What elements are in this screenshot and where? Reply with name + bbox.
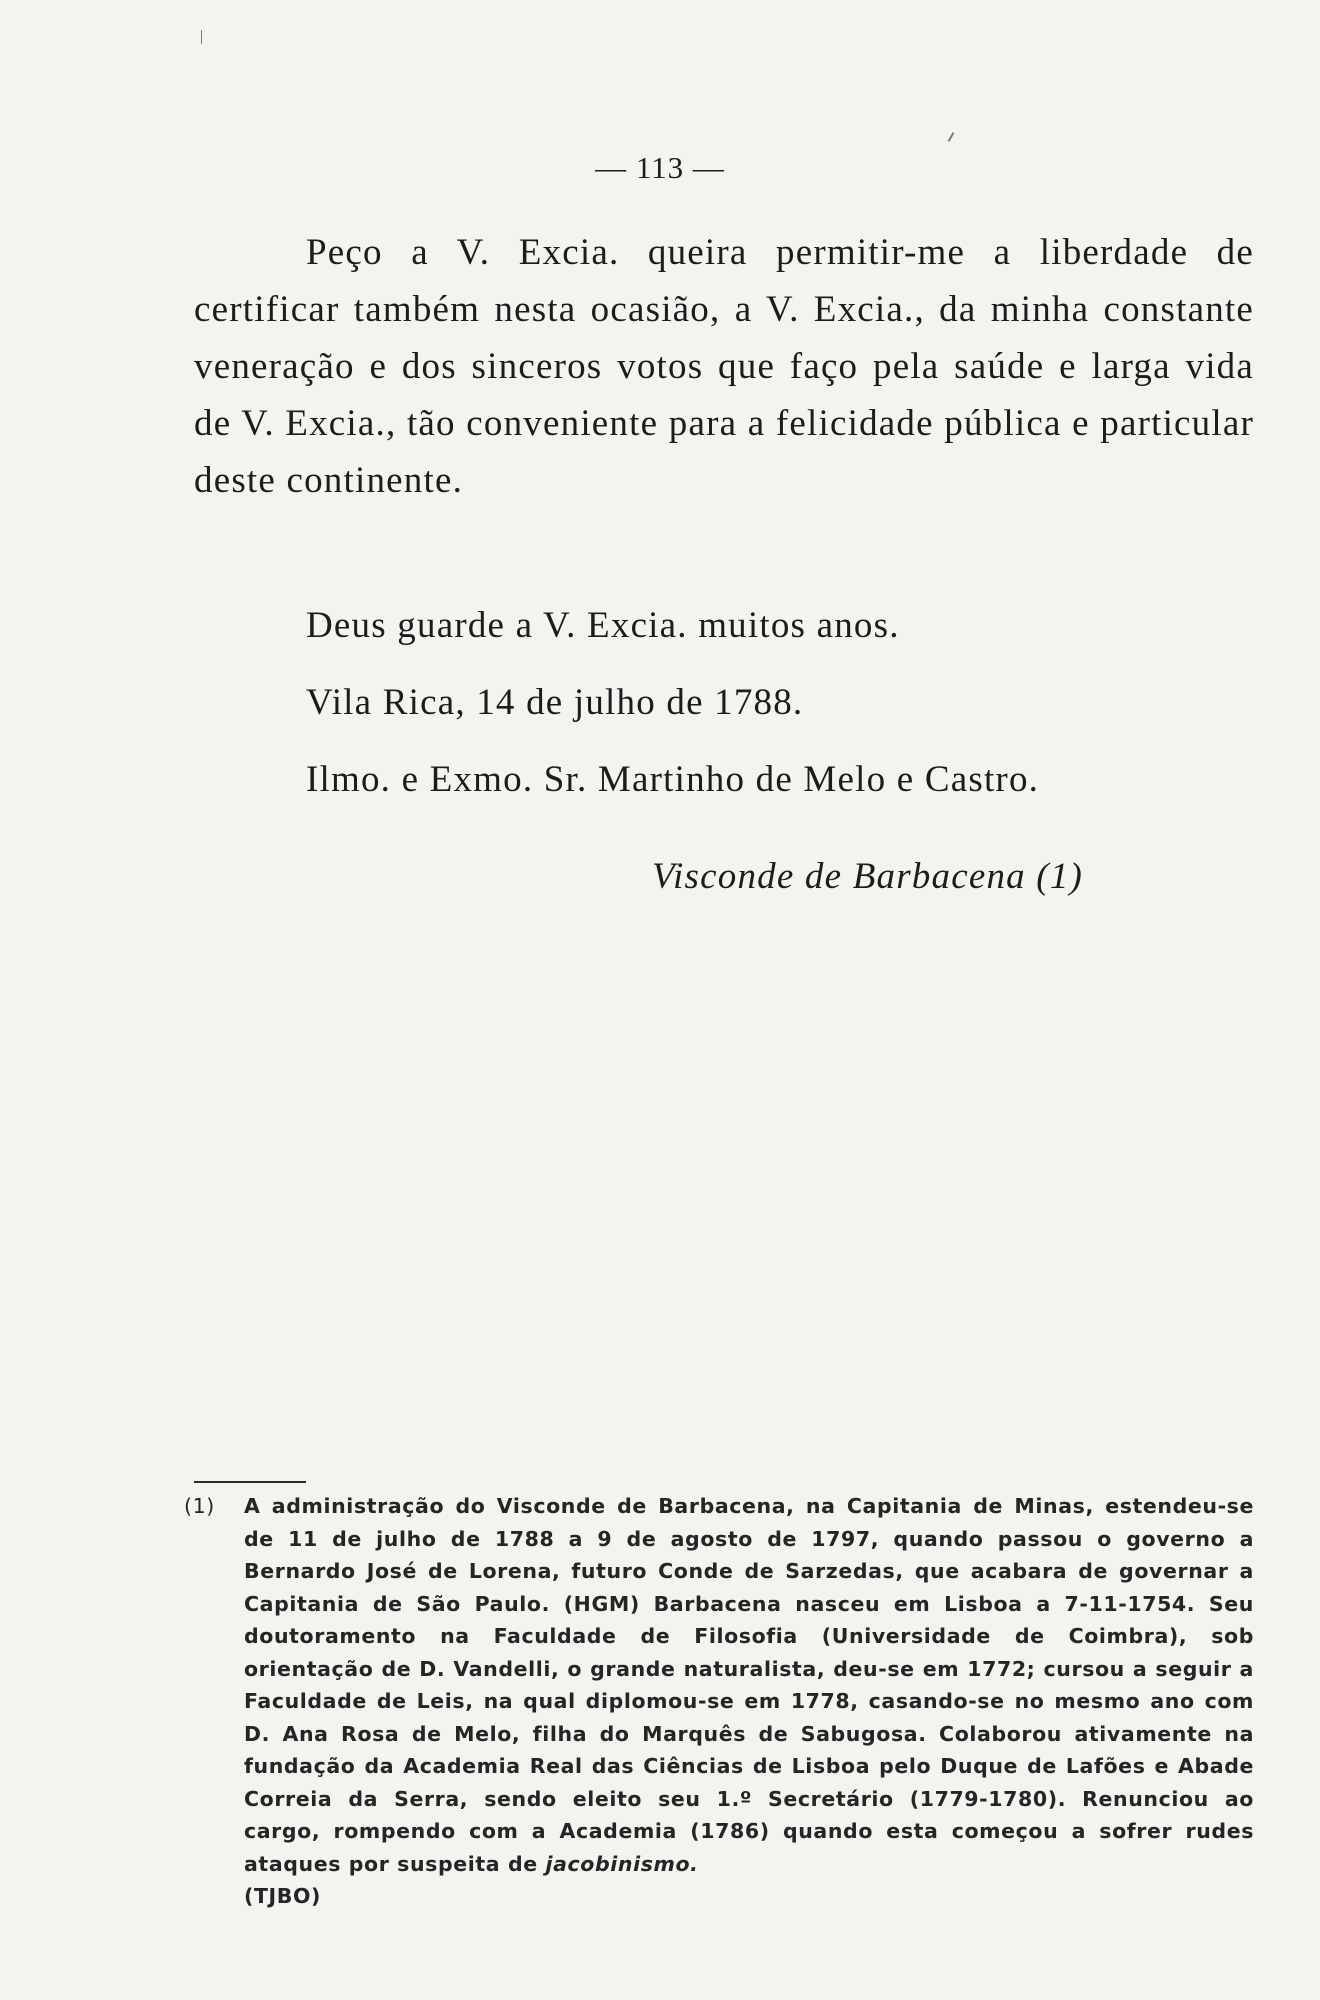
footnote-italic-word: jacobinismo. bbox=[545, 1851, 699, 1876]
page-number: — 113 — bbox=[595, 150, 725, 185]
footnote-text bbox=[244, 1490, 1254, 1913]
scan-mark bbox=[201, 30, 202, 44]
footnote-source: (TJBO) bbox=[244, 1884, 322, 1908]
addressee-line: Ilmo. e Exmo. Sr. Martinho de Melo e Castro. bbox=[306, 759, 1040, 800]
footnote-text-main: A administração do Visconde de Barbacena, na Capitania de Minas, estendeu-se de 11 de julho de 1788 a 9 de agosto de 1797, quando passou o governo a Bernardo José de Lorena, futuro Conde de Sarzedas, que acabara de governar a Capitania de São Paulo. (HGM) Barbacena nasceu em Lisboa a 7-11-1754. Seu doutoramento na Faculdade de Filosofia (Universidade de Coimbra), sob orientação de D. Vandelli, o grande naturalista, deu-se em 1772; cursou a seguir a Faculdade de Leis, na qual diplomou-se em 1778, casando-se no mesmo ano com D. Ana Rosa de Melo, filha do Marquês de Sabugosa. Colaborou ativamente na fundação da Academia Real das Ciências de Lisboa pelo Duque de Lafões e Abade Correia da Serra, sendo eleito seu 1.º Secretário (1779-1780). Renunciou ao cargo, rompendo com a Academia (1786) quando esta começou a sofrer rudes ataques por suspeita de bbox=[244, 1494, 1254, 1876]
letter-paragraph: Peço a V. Excia. queira permitir-me a liberdade de certificar também nesta ocasião, a V. Excia., da minha constante veneração e dos sinceros votos que faço pela saúde e larga vida de V. Excia., tão conveniente para a felicidade pública e particular deste continente. bbox=[194, 232, 1254, 501]
scan-mark bbox=[948, 132, 955, 142]
signature: Visconde de Barbacena (1) bbox=[652, 856, 1084, 897]
footnote-divider bbox=[194, 1481, 306, 1483]
place-date-line: Vila Rica, 14 de julho de 1788. bbox=[306, 682, 804, 723]
closing-line: Deus guarde a V. Excia. muitos anos. bbox=[306, 605, 900, 646]
footnote bbox=[184, 1490, 1254, 1913]
footnote-marker: (1) bbox=[184, 1494, 215, 1518]
